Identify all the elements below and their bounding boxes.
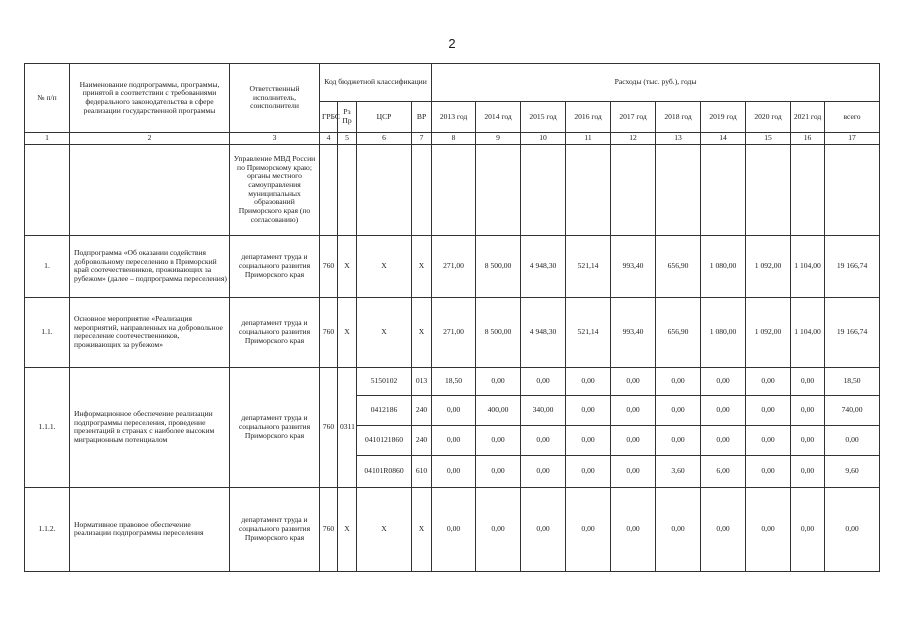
value-cell: 656,90 <box>656 235 701 297</box>
value-cell: 0,00 <box>566 487 611 571</box>
col-number: 13 <box>656 133 701 145</box>
grbs-cell: 760 <box>320 235 338 297</box>
value-cell: 0,00 <box>656 425 701 455</box>
col-number: 10 <box>521 133 566 145</box>
header-year: 2018 год <box>656 102 701 133</box>
vr-cell: X <box>412 235 432 297</box>
header-vr: ВР <box>412 102 432 133</box>
csr-cell: X <box>357 235 412 297</box>
value-cell: 0,00 <box>521 367 566 395</box>
column-number-row <box>25 133 880 145</box>
value-cell: 3,60 <box>656 455 701 487</box>
budget-table <box>24 63 880 572</box>
col-number: 9 <box>476 133 521 145</box>
value-cell: 0,00 <box>746 395 791 425</box>
executor-cell: департамент труда и социального развития Приморского края <box>230 367 320 487</box>
row-name: Подпрограмма «Об оказании содействия добровольному переселению в Приморский край соотечественников, проживающих за рубежом» (далее – подпрограмма переселения) <box>70 235 230 297</box>
col-number: 12 <box>611 133 656 145</box>
row-name: Информационное обеспечение реализации подпрограммы переселения, проведение презентаций в странах с наиболее высоким миграционным потенциалом <box>70 367 230 487</box>
total-cell: 740,00 <box>825 395 880 425</box>
value-cell: 0,00 <box>611 367 656 395</box>
col-number: 16 <box>791 133 825 145</box>
col-number: 11 <box>566 133 611 145</box>
value-cell: 8 500,00 <box>476 297 521 367</box>
value-cell: 0,00 <box>746 455 791 487</box>
value-cell: 340,00 <box>521 395 566 425</box>
value-cell: 0,00 <box>611 455 656 487</box>
vr-cell: 240 <box>412 425 432 455</box>
value-cell: 0,00 <box>476 425 521 455</box>
value-cell: 0,00 <box>432 425 476 455</box>
value-cell: 521,14 <box>566 235 611 297</box>
rzpr-cell: 0311 <box>338 367 357 487</box>
col-number: 1 <box>25 133 70 145</box>
value-cell: 0,00 <box>432 487 476 571</box>
value-cell: 0,00 <box>656 487 701 571</box>
csr-cell: 0412186 <box>357 395 412 425</box>
value-cell: 0,00 <box>791 395 825 425</box>
value-cell: 0,00 <box>432 395 476 425</box>
total-cell: 19 166,74 <box>825 297 880 367</box>
col-number: 14 <box>701 133 746 145</box>
value-cell: 0,00 <box>521 425 566 455</box>
col-number: 4 <box>320 133 338 145</box>
value-cell: 0,00 <box>566 425 611 455</box>
header-year: 2014 год <box>476 102 521 133</box>
vr-cell: X <box>412 297 432 367</box>
value-cell: 0,00 <box>566 395 611 425</box>
value-cell: 0,00 <box>791 455 825 487</box>
value-cell: 4 948,30 <box>521 297 566 367</box>
value-cell: 6,00 <box>701 455 746 487</box>
value-cell: 0,00 <box>611 425 656 455</box>
row-name: Нормативное правовое обеспечение реализации подпрограммы переселения <box>70 487 230 571</box>
value-cell: 0,00 <box>432 455 476 487</box>
value-cell: 521,14 <box>566 297 611 367</box>
col-number: 8 <box>432 133 476 145</box>
grbs-cell: 760 <box>320 487 338 571</box>
csr-cell: X <box>357 487 412 571</box>
value-cell: 0,00 <box>566 455 611 487</box>
table-row <box>25 235 880 297</box>
header-name: Наименование подпрограммы, программы, принятой в соответствии с требованиями федерального законодательства в сфере реализации государственной программы <box>70 64 230 133</box>
value-cell: 0,00 <box>701 367 746 395</box>
col-number: 15 <box>746 133 791 145</box>
total-cell: 19 166,74 <box>825 235 880 297</box>
header-expenses: Расходы (тыс. руб.), годы <box>432 64 880 102</box>
vr-cell: 240 <box>412 395 432 425</box>
table-row <box>25 367 880 395</box>
value-cell: 0,00 <box>611 487 656 571</box>
executor-cell: департамент труда и социального развития Приморского края <box>230 487 320 571</box>
value-cell: 0,00 <box>701 487 746 571</box>
value-cell: 0,00 <box>791 487 825 571</box>
value-cell: 1 104,00 <box>791 297 825 367</box>
row-name: Основное мероприятие «Реализация мероприятий, направленных на добровольное переселение соотечественников, проживающих за рубежом» <box>70 297 230 367</box>
grbs-cell: 760 <box>320 367 338 487</box>
csr-cell: 0410121860 <box>357 425 412 455</box>
value-cell: 4 948,30 <box>521 235 566 297</box>
csr-cell: X <box>357 297 412 367</box>
vr-cell: 610 <box>412 455 432 487</box>
row-num: 1.1.1. <box>25 367 70 487</box>
value-cell: 0,00 <box>611 395 656 425</box>
value-cell: 0,00 <box>656 367 701 395</box>
value-cell: 0,00 <box>701 395 746 425</box>
total-cell: 0,00 <box>825 425 880 455</box>
executor-cell: департамент труда и социального развития Приморского края <box>230 235 320 297</box>
table-row <box>25 487 880 571</box>
header-total: всего <box>825 102 880 133</box>
value-cell: 271,00 <box>432 297 476 367</box>
rzpr-cell: X <box>338 297 357 367</box>
value-cell: 271,00 <box>432 235 476 297</box>
col-number: 6 <box>357 133 412 145</box>
value-cell: 0,00 <box>791 367 825 395</box>
value-cell: 0,00 <box>656 395 701 425</box>
header-year: 2015 год <box>521 102 566 133</box>
row-num: 1.1. <box>25 297 70 367</box>
row-num: 1.1.2. <box>25 487 70 571</box>
value-cell: 993,40 <box>611 297 656 367</box>
value-cell: 656,90 <box>656 297 701 367</box>
value-cell: 0,00 <box>701 425 746 455</box>
col-number: 17 <box>825 133 880 145</box>
value-cell: 0,00 <box>476 367 521 395</box>
header-num: № п/п <box>25 64 70 133</box>
grbs-cell: 760 <box>320 297 338 367</box>
value-cell: 993,40 <box>611 235 656 297</box>
col-number: 7 <box>412 133 432 145</box>
value-cell: 0,00 <box>746 425 791 455</box>
value-cell: 1 104,00 <box>791 235 825 297</box>
value-cell: 0,00 <box>746 367 791 395</box>
total-cell: 9,60 <box>825 455 880 487</box>
total-cell: 18,50 <box>825 367 880 395</box>
csr-cell: 5150102 <box>357 367 412 395</box>
header-year: 2019 год <box>701 102 746 133</box>
header-rzpr: Рз Пр <box>338 102 357 133</box>
header-year: 2017 год <box>611 102 656 133</box>
value-cell: 0,00 <box>566 367 611 395</box>
executor-cell: Управление МВД России по Приморскому краю; органы местного самоуправления муниципальных образований Приморского края (по согласованию) <box>230 144 320 235</box>
header-executor: Ответственный исполнитель, соисполнители <box>230 64 320 133</box>
table-row <box>25 297 880 367</box>
header-budget-code: Код бюджетной классификации <box>320 64 432 102</box>
value-cell: 0,00 <box>521 487 566 571</box>
header-year: 2016 год <box>566 102 611 133</box>
col-number: 3 <box>230 133 320 145</box>
value-cell: 1 092,00 <box>746 235 791 297</box>
value-cell: 1 092,00 <box>746 297 791 367</box>
header-grbs: ГРБС <box>320 102 338 133</box>
col-number: 2 <box>70 133 230 145</box>
executor-cell: департамент труда и социального развития Приморского края <box>230 297 320 367</box>
header-year: 2020 год <box>746 102 791 133</box>
value-cell: 1 080,00 <box>701 297 746 367</box>
header-row <box>25 64 880 102</box>
value-cell: 0,00 <box>746 487 791 571</box>
csr-cell: 04101R0860 <box>357 455 412 487</box>
total-cell: 0,00 <box>825 487 880 571</box>
header-year: 2021 год <box>791 102 825 133</box>
header-csr: ЦСР <box>357 102 412 133</box>
rzpr-cell: X <box>338 487 357 571</box>
value-cell: 8 500,00 <box>476 235 521 297</box>
value-cell: 1 080,00 <box>701 235 746 297</box>
rzpr-cell: X <box>338 235 357 297</box>
value-cell: 0,00 <box>476 455 521 487</box>
value-cell: 0,00 <box>791 425 825 455</box>
value-cell: 400,00 <box>476 395 521 425</box>
vr-cell: 013 <box>412 367 432 395</box>
page-number: 2 <box>448 36 456 51</box>
value-cell: 0,00 <box>521 455 566 487</box>
row-num: 1. <box>25 235 70 297</box>
vr-cell: X <box>412 487 432 571</box>
table-row-continuation <box>25 144 880 235</box>
col-number: 5 <box>338 133 357 145</box>
header-year: 2013 год <box>432 102 476 133</box>
value-cell: 18,50 <box>432 367 476 395</box>
value-cell: 0,00 <box>476 487 521 571</box>
